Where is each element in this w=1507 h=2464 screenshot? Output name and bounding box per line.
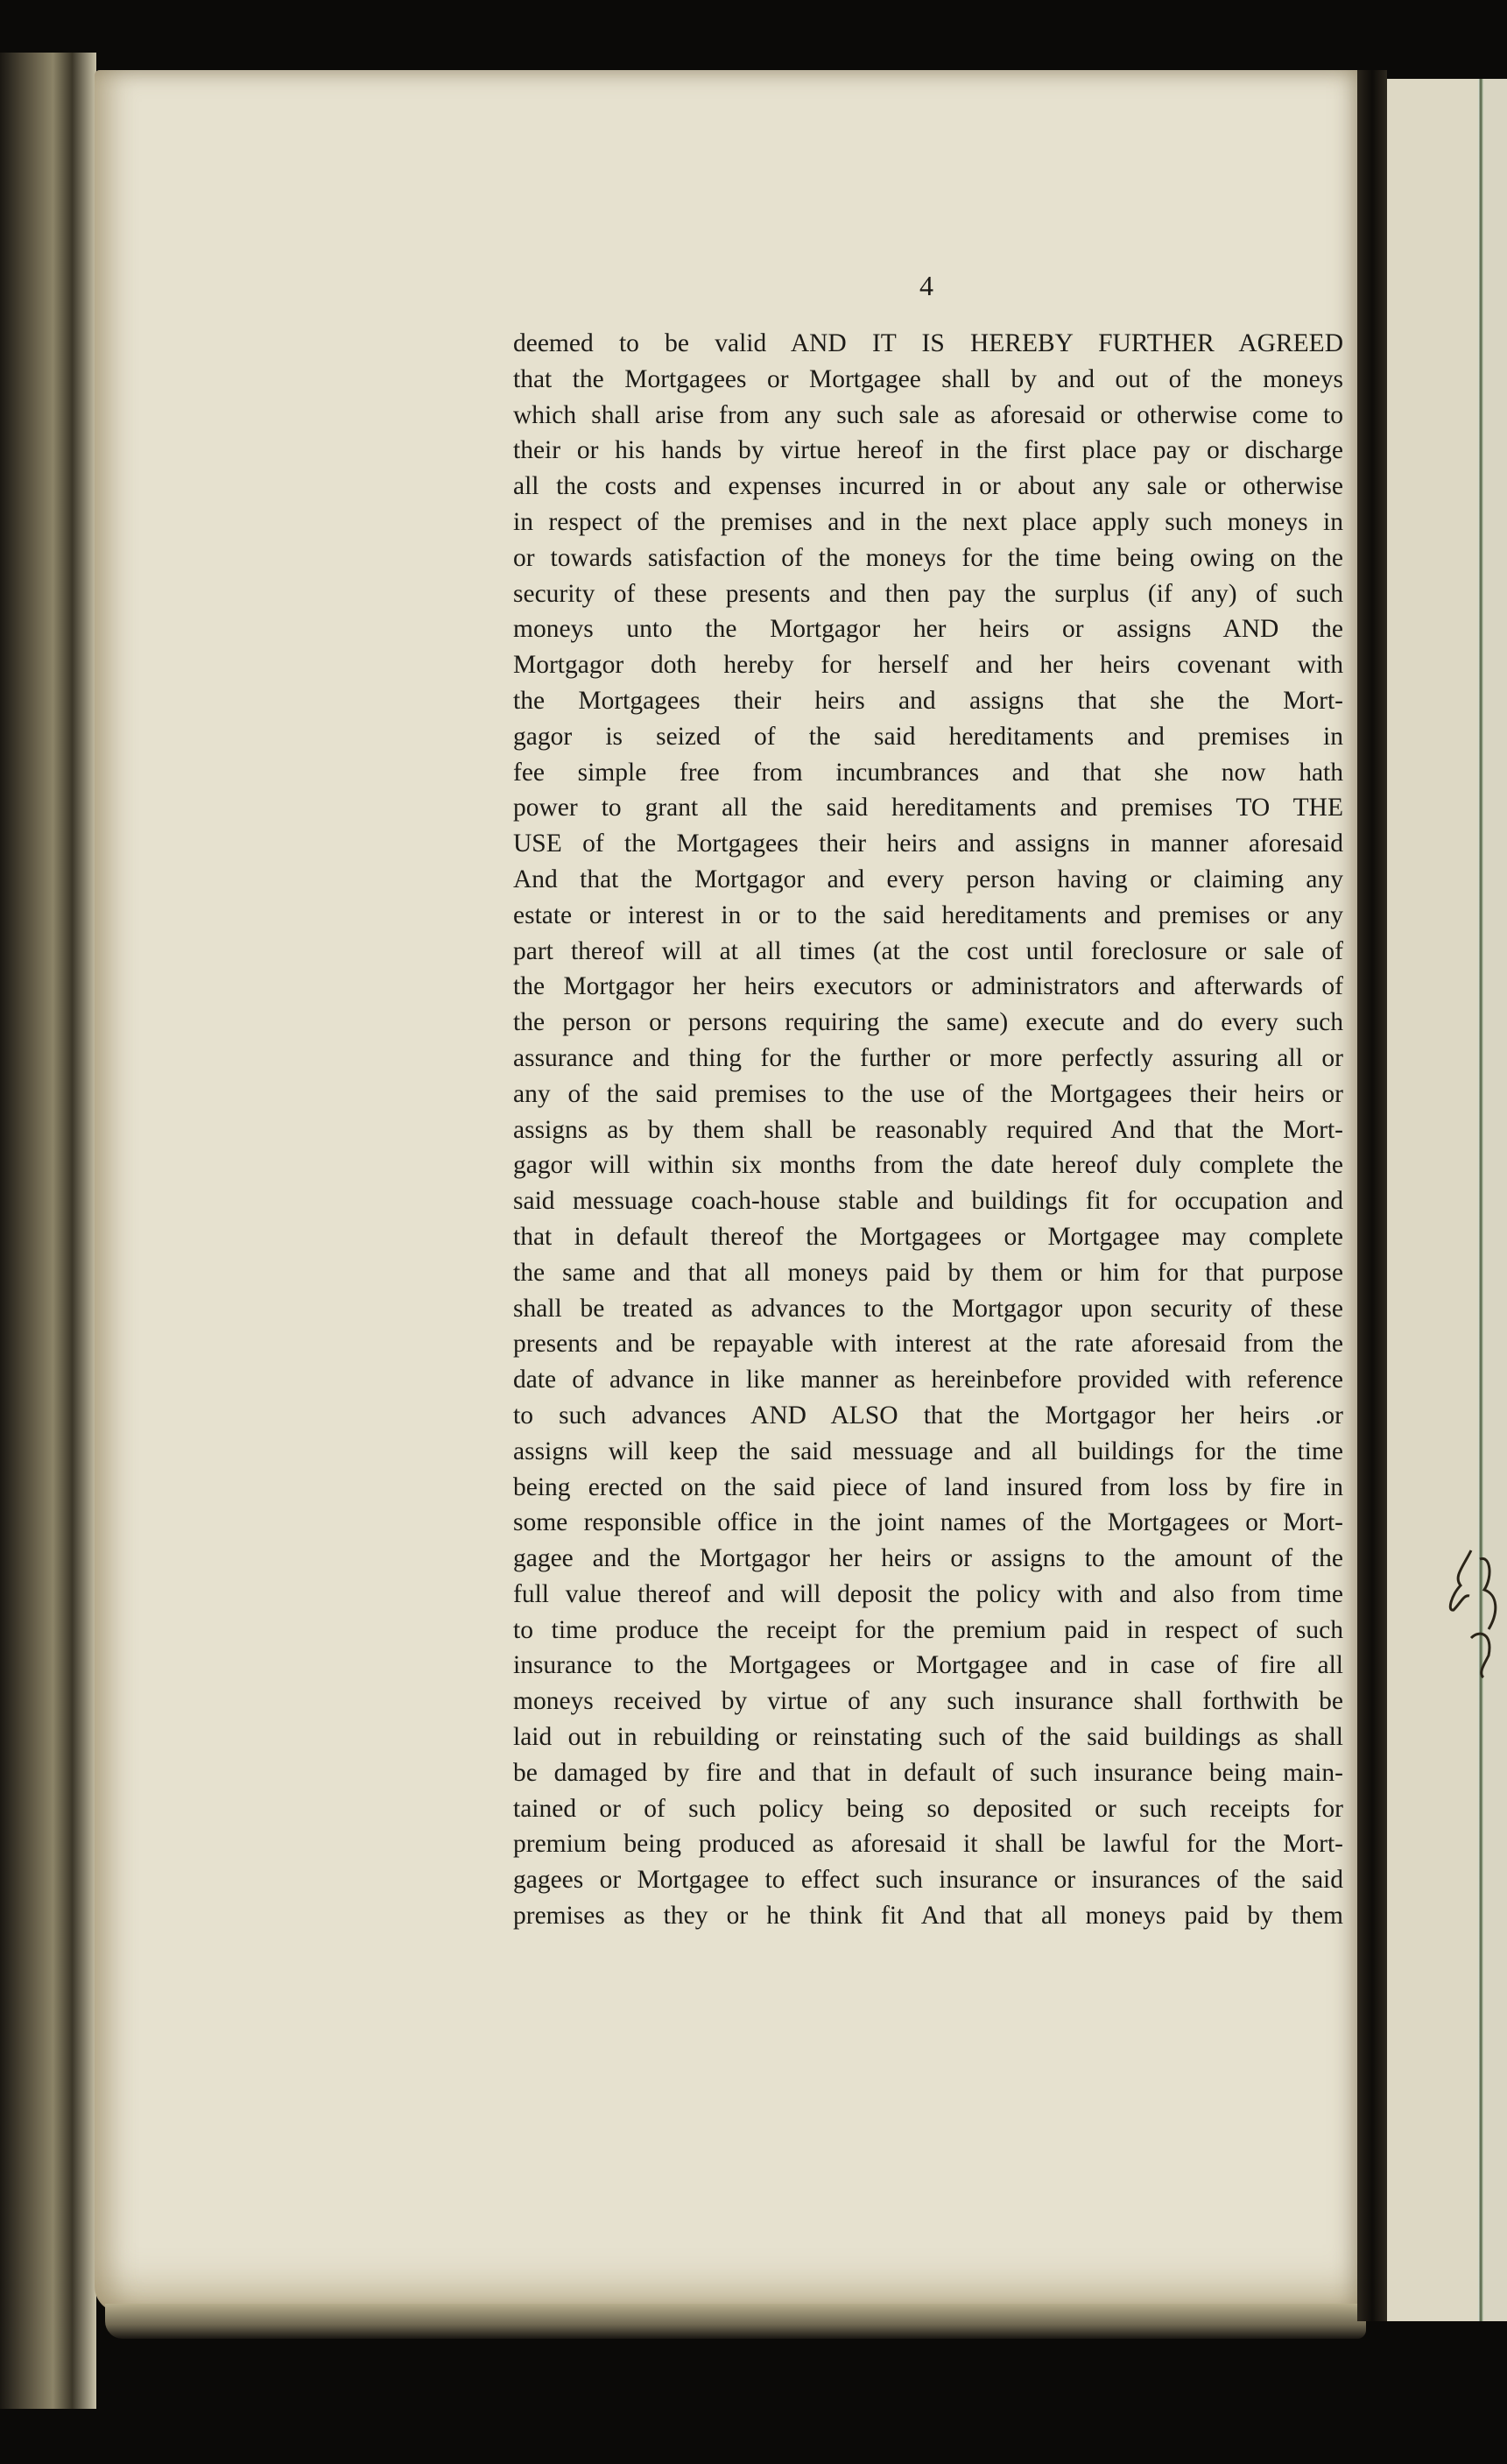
text-line: to time produce the receipt for the premium paid in respect of such (513, 1615, 1343, 1644)
text-line: the person or persons requiring the same) execute and do every such (513, 1008, 1343, 1037)
text-line: any of the said premises to the use of the Mortgagees their heirs or (513, 1079, 1343, 1108)
text-line: date of advance in like manner as hereinbefore provided with reference (513, 1366, 1343, 1394)
text-line: the Mortgagees their heirs and assigns that she the Mort- (513, 686, 1343, 715)
book-spine-edge (0, 53, 96, 2409)
text-line: presents and be repayable with interest at the rate aforesaid from the (513, 1330, 1343, 1359)
text-line: shall be treated as advances to the Mortgagor upon security of these (513, 1294, 1343, 1323)
text-line: gagor will within six months from the date hereof duly complete the (513, 1151, 1343, 1180)
text-line: in respect of the premises and in the next place apply such moneys in (513, 507, 1343, 536)
text-line: gagor is seized of the said hereditaments and premises in (513, 722, 1343, 751)
text-line: to such advances AND ALSO that the Mortgagor her heirs .or (513, 1401, 1343, 1430)
text-line: premium being produced as aforesaid it shall be lawful for the Mort- (513, 1830, 1343, 1859)
text-line: security of these presents and then pay the surplus (if any) of such (513, 579, 1343, 608)
text-line: that in default thereof the Mortgagees or Mortgagee may complete (513, 1222, 1343, 1251)
text-line: assurance and thing for the further or more perfectly assuring all or (513, 1043, 1343, 1072)
text-line: moneys received by virtue of any such insurance shall forthwith be (513, 1687, 1343, 1716)
text-line: some responsible office in the joint names of the Mortgagees or Mort- (513, 1508, 1343, 1537)
text-line: And that the Mortgagor and every person having or claiming any (513, 865, 1343, 893)
text-line: moneys unto the Mortgagor her heirs or assigns AND the (513, 615, 1343, 644)
facing-page-strip (1483, 79, 1507, 2321)
text-line: full value thereof and will deposit the policy with and also from time (513, 1579, 1343, 1608)
text-line: be damaged by fire and that in default of such insurance being main- (513, 1758, 1343, 1787)
text-line: gagee and the Mortgagor her heirs or assigns to the amount of the (513, 1544, 1343, 1573)
text-line: gagees or Mortgagee to effect such insurance or insurances of the said (513, 1866, 1343, 1895)
text-line: the same and that all moneys paid by them or him for that purpose (513, 1258, 1343, 1287)
text-line: which shall arise from any such sale as aforesaid or otherwise come to (513, 400, 1343, 429)
page-bottom-edge (105, 2304, 1366, 2339)
facing-page (1387, 79, 1483, 2321)
handwriting-mark (1445, 1542, 1506, 1682)
text-line: assigns as by them shall be reasonably required And that the Mort- (513, 1115, 1343, 1144)
text-line: power to grant all the said hereditaments and premises TO THE (513, 794, 1343, 823)
text-line: premises as they or he think fit And that all moneys paid by them (513, 1902, 1343, 1931)
text-line: their or his hands by virtue hereof in the first place pay or discharge (513, 436, 1343, 465)
book-gutter (1357, 70, 1387, 2321)
text-line: laid out in rebuilding or reinstating such of the said buildings as shall (513, 1723, 1343, 1752)
text-line: or towards satisfaction of the moneys for the time being owing on the (513, 543, 1343, 572)
text-line: being erected on the said piece of land insured from loss by fire in (513, 1472, 1343, 1501)
text-line: that the Mortgagees or Mortgagee shall by and out of the moneys (513, 364, 1343, 393)
body-text (513, 326, 1343, 1934)
text-line: insurance to the Mortgagees or Mortgagee and in case of fire all (513, 1651, 1343, 1680)
text-line: USE of the Mortgagees their heirs and assigns in manner aforesaid (513, 830, 1343, 858)
text-line: Mortgagor doth hereby for herself and her heirs covenant with (513, 651, 1343, 680)
text-line: part thereof will at all times (at the cost until foreclosure or sale of (513, 936, 1343, 965)
text-line: the Mortgagor her heirs executors or administrators and afterwards of (513, 972, 1343, 1001)
text-line: tained or of such policy being so deposited or such receipts for (513, 1794, 1343, 1823)
text-line: said messuage coach-house stable and buildings fit for occupation and (513, 1187, 1343, 1216)
text-line: deemed to be valid AND IT IS HEREBY FURTHER AGREED (513, 329, 1343, 357)
text-line: all the costs and expenses incurred in or about any sale or otherwise (513, 472, 1343, 501)
text-line: fee simple free from incumbrances and that she now hath (513, 758, 1343, 787)
text-line: estate or interest in or to the said hereditaments and premises or any (513, 900, 1343, 929)
text-line: assigns will keep the said messuage and all buildings for the time (513, 1437, 1343, 1465)
page-number: 4 (919, 270, 933, 301)
